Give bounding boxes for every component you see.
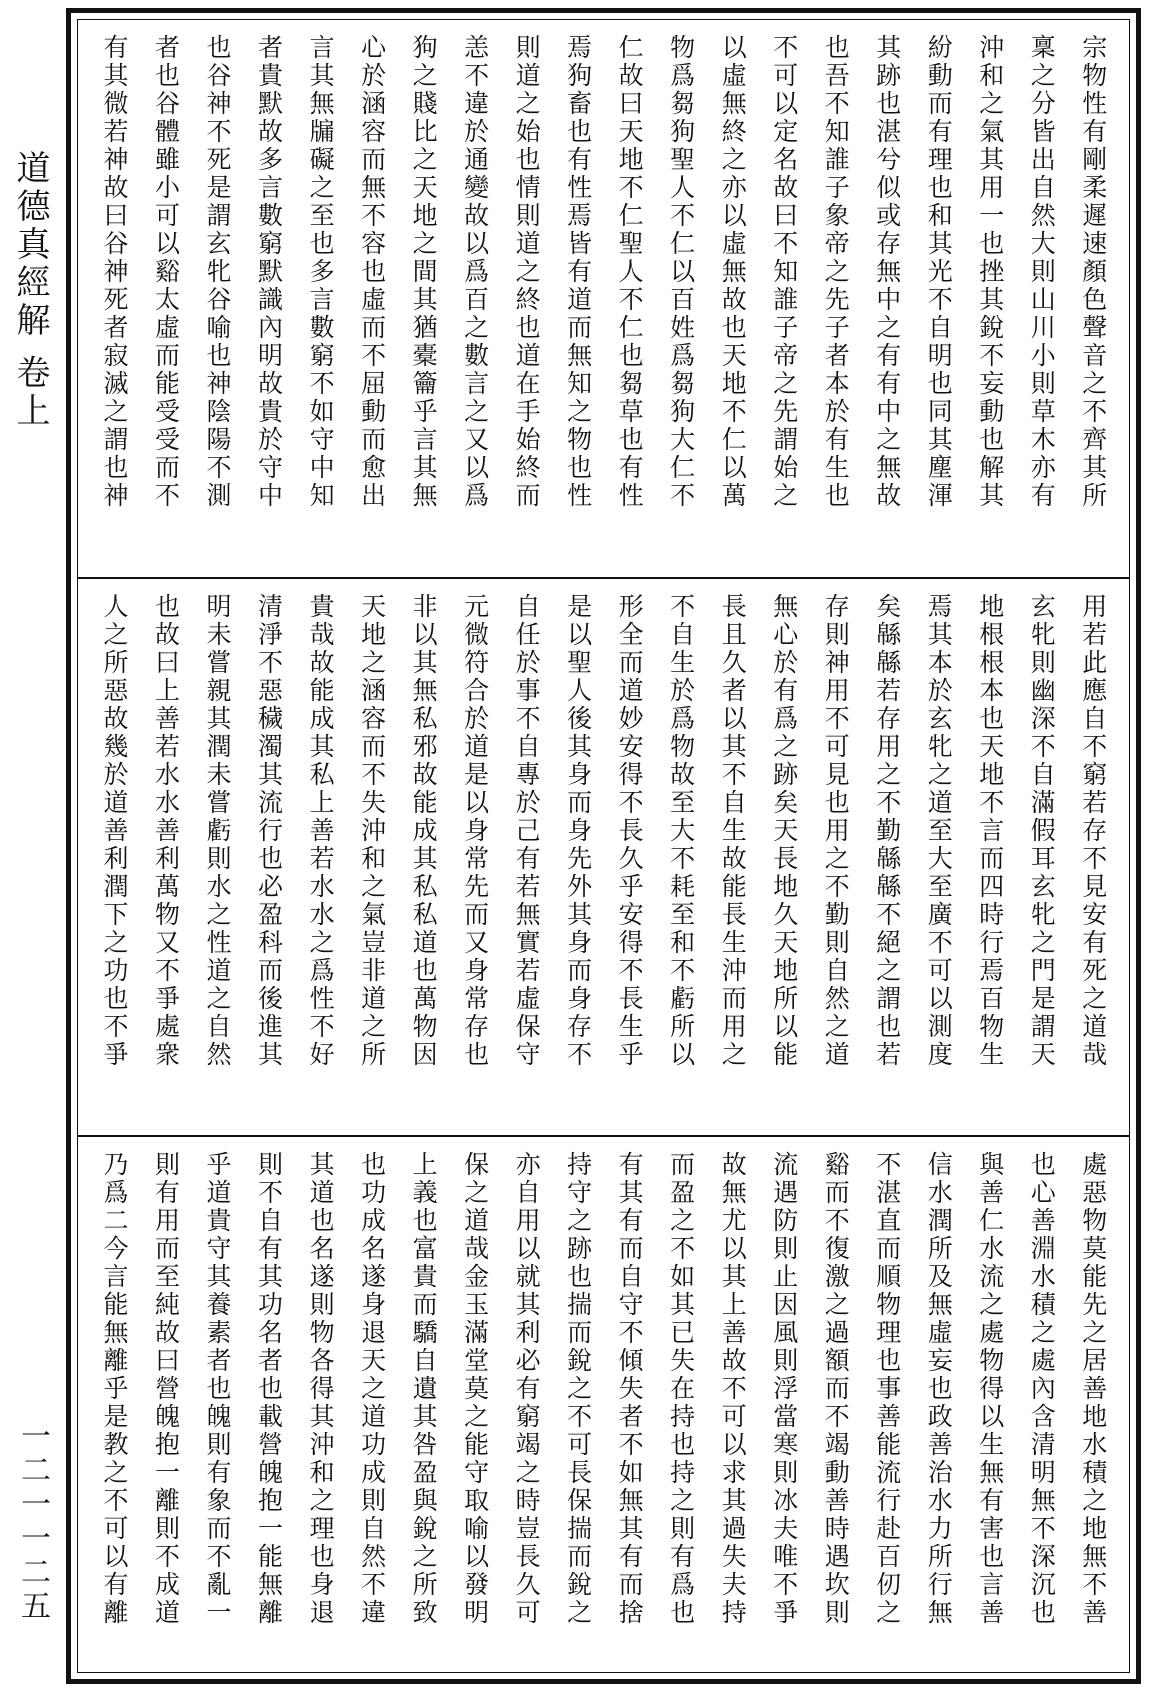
text-column: 乃爲二今言能無離乎是教之不可以有離 <box>100 1151 129 1627</box>
text-section-3 <box>78 1135 1129 1684</box>
text-column: 心於涵容而無不容也虛而不屈動而愈出 <box>357 34 387 510</box>
text-column: 有其有而自守不傾失者不如無其有而捨 <box>615 1151 645 1627</box>
text-column: 焉狗畜也有性焉皆有道而無知之物也性 <box>563 34 593 510</box>
text-column: 其道也名遂則物各得其沖和之理也身退 <box>306 1151 336 1627</box>
text-column: 保之道哉金玉滿堂莫之能守取喻以發明 <box>460 1151 490 1627</box>
text-column: 宗物性有剛柔遲速顏色聲音之不齊其所 <box>1078 34 1108 510</box>
text-column: 明未嘗親其潤未嘗虧則水之性道之自然 <box>203 593 233 1069</box>
text-column: 處惡物莫能先之居善地水積之地無不善 <box>1078 1151 1108 1627</box>
text-column: 谿而不復激之過額而不竭動善時遇坎則 <box>821 1151 851 1627</box>
text-column: 紛動而有理也和其光不自明也同其塵渾 <box>924 34 954 510</box>
text-column: 自任於事不自專於己有若無實若虛保守 <box>512 593 542 1069</box>
text-column: 也谷神不死是謂玄牝谷喻也神陰陽不測 <box>203 34 233 510</box>
text-column: 不湛直而順物理也事善能流行赴百仞之 <box>872 1151 902 1627</box>
text-column: 沖和之氣其用一也挫其銳不妄動也解其 <box>975 34 1005 510</box>
text-column: 也故曰上善若水水善利萬物又不爭處衆 <box>151 593 181 1069</box>
text-column: 天地之涵容而不失沖和之氣豈非道之所 <box>357 593 387 1069</box>
text-column: 人之所惡故幾於道善利潤下之功也不爭 <box>100 593 129 1069</box>
text-column: 上義也富貴而驕自遺其咎盈與銳之所致 <box>409 1151 439 1627</box>
text-column: 也功成名遂身退天之道功成則自然不違 <box>357 1151 387 1627</box>
text-column: 持守之跡也揣而銳之不可長保揣而銳之 <box>563 1151 593 1627</box>
text-column: 也心善淵水積之處內含清明無不深沉也 <box>1027 1151 1057 1627</box>
text-column: 亦自用以就其利必有窮竭之時豈長久可 <box>512 1151 542 1627</box>
text-column: 仁故曰天地不仁聖人不仁也芻草也有性 <box>615 34 645 510</box>
text-column: 是以聖人後其身而身先外其身而身存不 <box>563 593 593 1069</box>
text-column: 存則神用不可見也用之不勤則自然之道 <box>821 593 851 1069</box>
text-column: 恙不違於通變故以爲百之數言之又以爲 <box>460 34 490 510</box>
text-column: 用若此應自不窮若存不見安有死之道哉 <box>1078 593 1108 1069</box>
text-column: 而盈之不如其已失在持也持之則有爲也 <box>666 1151 696 1627</box>
text-column: 則有用而至純故曰營魄抱一離則不成道 <box>151 1151 181 1627</box>
text-column: 言其無牖礙之至也多言數窮不如守中知 <box>306 34 336 510</box>
text-column: 不可以定名故曰不知誰子帝之先謂始之 <box>769 34 799 510</box>
text-column: 物爲芻狗聖人不仁以百姓爲芻狗大仁不 <box>666 34 696 510</box>
text-column: 信水潤所及無虛妄也政善治水力所行無 <box>924 1151 954 1627</box>
text-column: 貴哉故能成其私上善若水水之爲性不好 <box>306 593 336 1069</box>
text-column: 乎道貴守其養素者也魄則有象而不亂一 <box>203 1151 233 1627</box>
text-column: 其跡也湛兮似或存無中之有有中之無故 <box>872 34 902 510</box>
side-book-title: 道德真經解 卷上 <box>10 150 50 431</box>
text-column: 元微符合於道是以身常先而又身常存也 <box>460 593 490 1069</box>
text-column: 清淨不惡穢濁其流行也必盈科而後進其 <box>254 593 284 1069</box>
text-column: 狗之賤比之天地之間其猶橐籥乎言其無 <box>409 34 439 510</box>
text-column: 故無尤以其上善故不可以求其過失夫持 <box>718 1151 748 1627</box>
text-column: 與善仁水流之處物得以生無有害也言善 <box>975 1151 1005 1627</box>
side-page-number: 一二一一二五 <box>15 1420 50 1624</box>
text-column: 者也谷體雖小可以谿太虛而能受受而不 <box>151 34 181 510</box>
text-column: 則道之始也情則道之終也道在手始終而 <box>512 34 542 510</box>
page-frame <box>66 8 1141 1684</box>
text-column: 地根根本也天地不言而四時行焉百物生 <box>975 593 1005 1069</box>
text-column: 非以其無私邪故能成其私私道也萬物因 <box>409 593 439 1069</box>
text-column: 則不自有其功名者也載營魄抱一能無離 <box>254 1151 284 1627</box>
text-column: 焉其本於玄牝之道至大至廣不可以測度 <box>924 593 954 1069</box>
text-block <box>77 19 1130 1673</box>
text-column: 稟之分皆出自然大則山川小則草木亦有 <box>1027 34 1057 510</box>
text-column: 矣緜緜若存用之不勤緜緜不絕之謂也若 <box>872 593 902 1069</box>
text-column: 玄牝則幽深不自滿假耳玄牝之門是謂天 <box>1027 593 1057 1069</box>
text-column: 不自生於爲物故至大不耗至和不虧所以 <box>666 593 696 1069</box>
text-column: 長且久者以其不自生故能長生沖而用之 <box>718 593 748 1069</box>
text-column: 流遇防則止因風則浮當寒則冰夫唯不爭 <box>769 1151 799 1627</box>
text-column: 無心於有爲之跡矣天長地久天地所以能 <box>769 593 799 1069</box>
text-column: 者貴默故多言數窮默識內明故貴於守中 <box>254 34 284 510</box>
text-section-1 <box>78 20 1129 577</box>
text-column: 有其微若神故曰谷神死者寂滅之謂也神 <box>100 34 129 510</box>
text-column: 也吾不知誰子象帝之先子者本於有生也 <box>821 34 851 510</box>
text-column: 以虛無終之亦以虛無故也天地不仁以萬 <box>718 34 748 510</box>
text-section-2 <box>78 577 1129 1135</box>
text-column: 形全而道妙安得不長久乎安得不長生乎 <box>615 593 645 1069</box>
